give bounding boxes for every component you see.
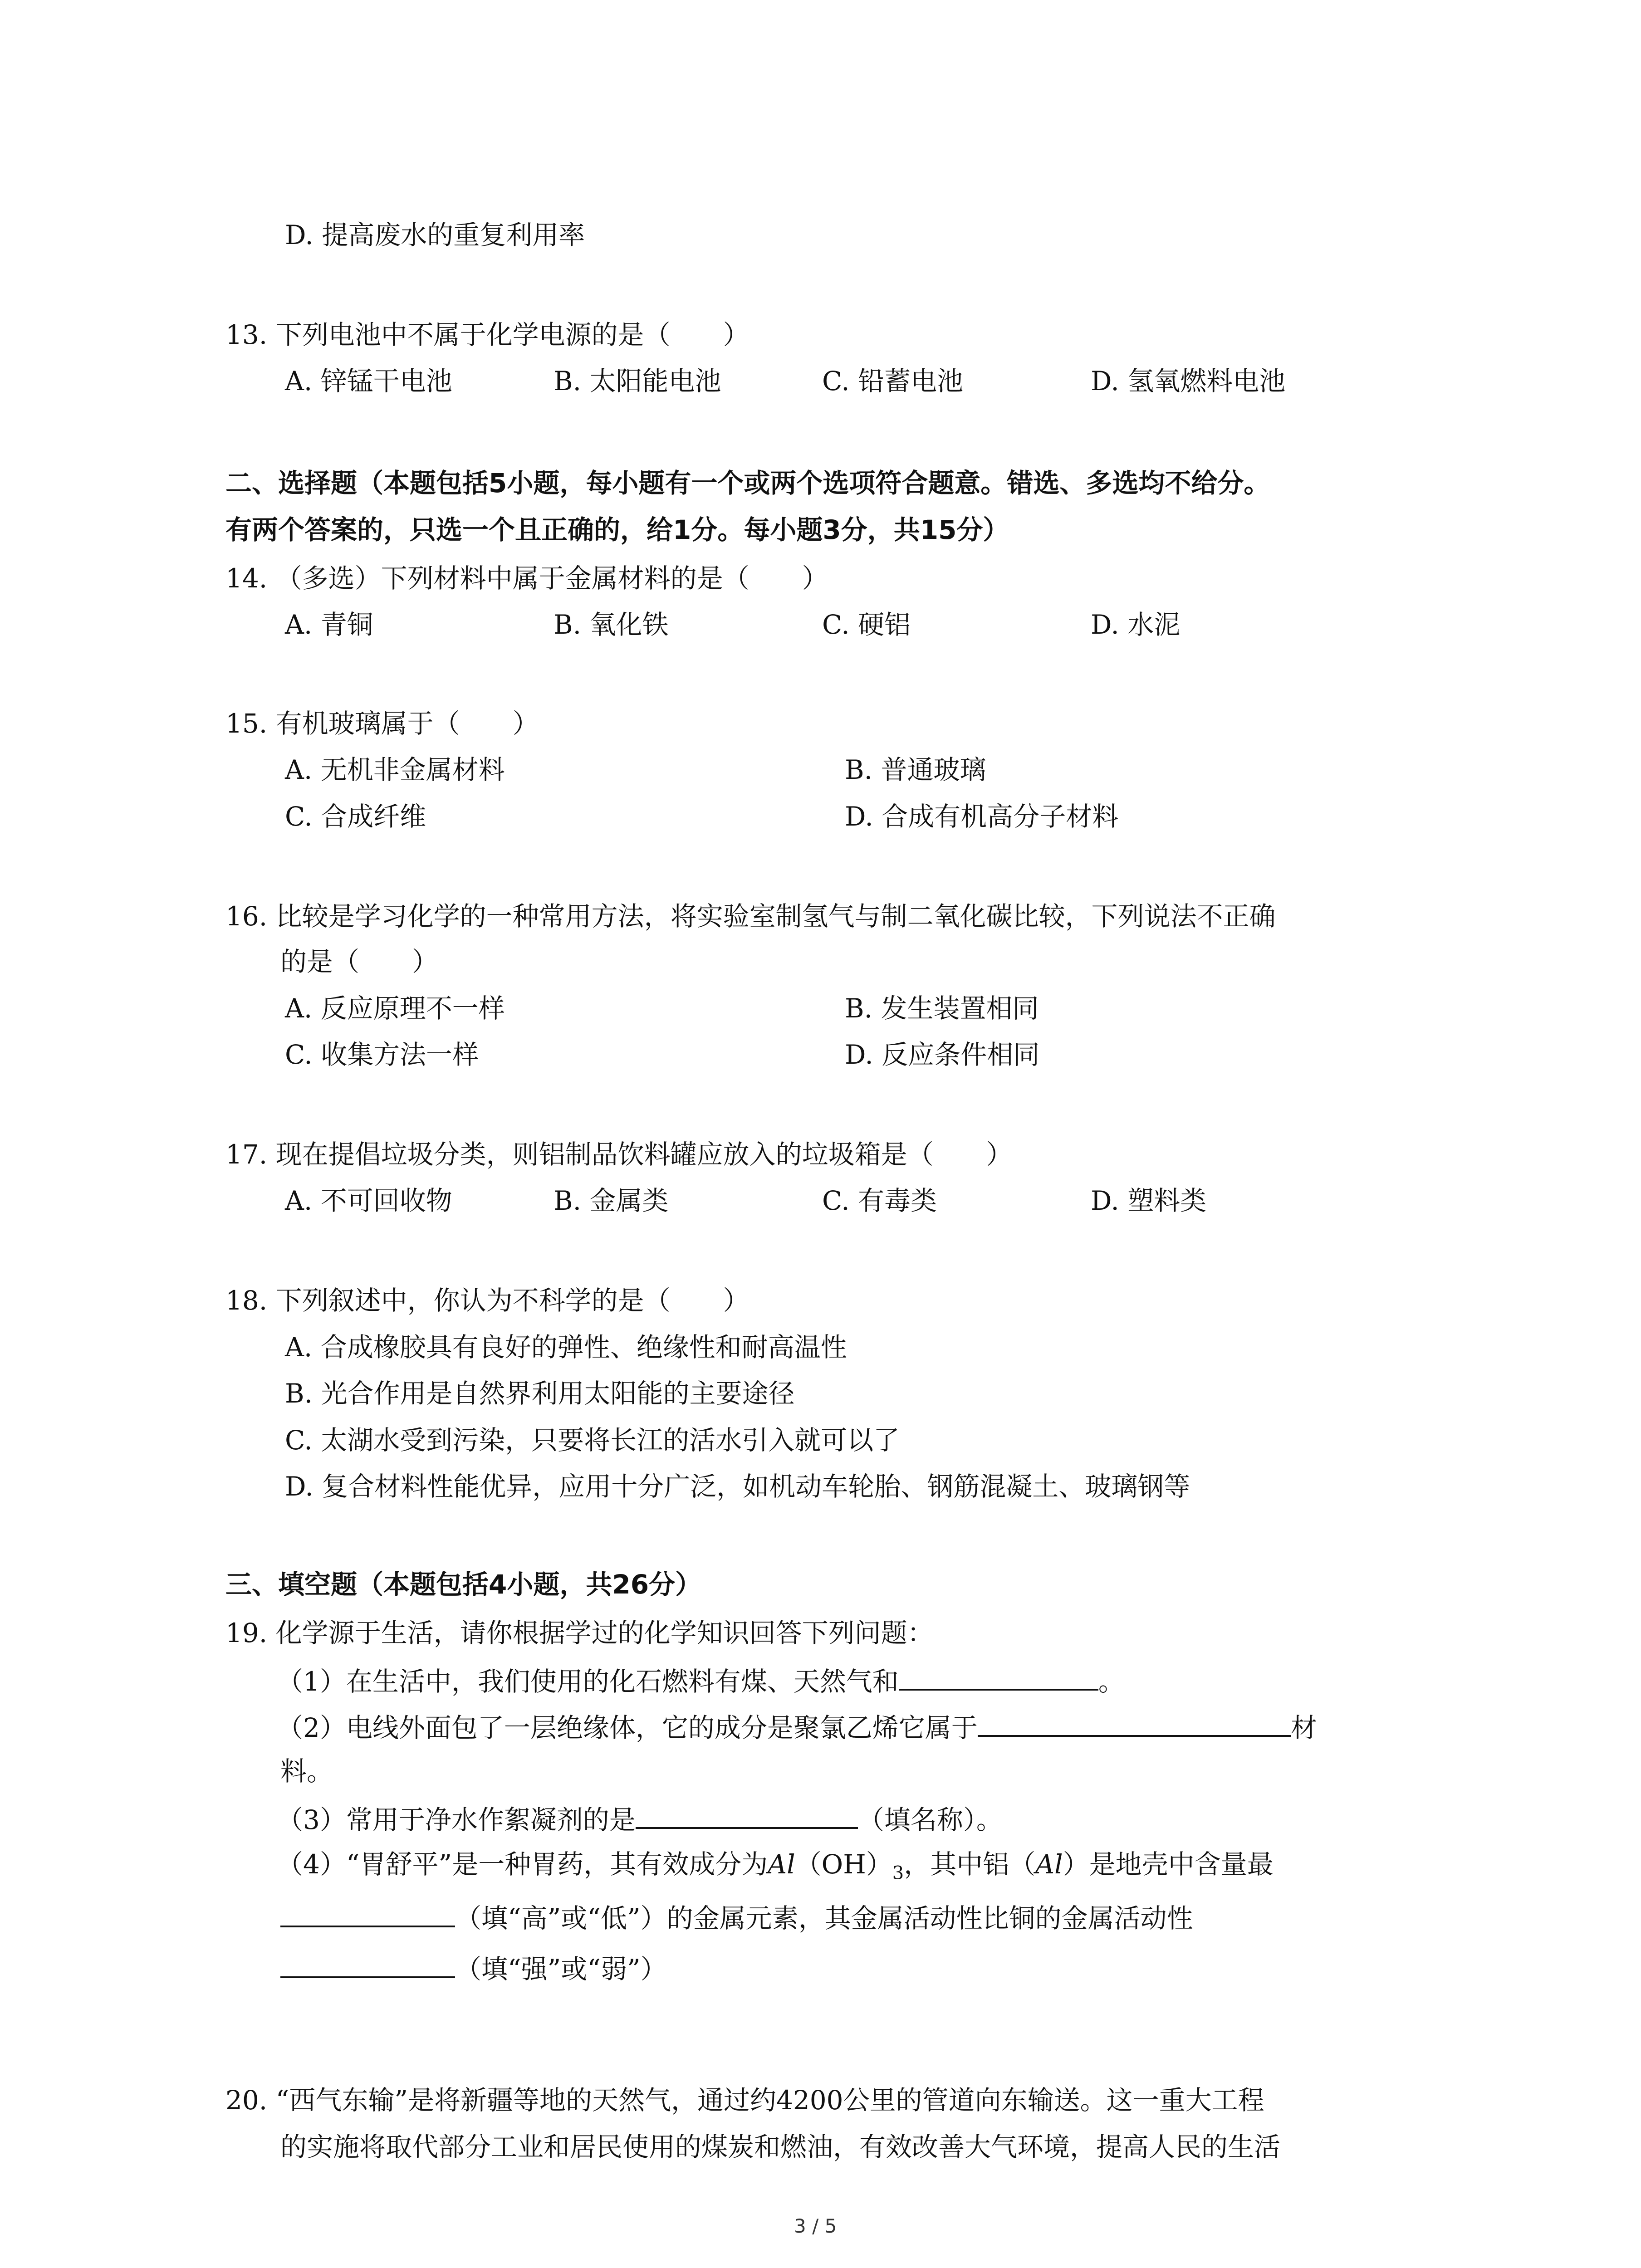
q19-part4-line3-text: （填“强”或“弱”）: [455, 1954, 667, 1984]
q19-part2: [277, 1708, 1317, 1746]
q17-option-b: B. 金属类: [554, 1185, 669, 1216]
q16-stem-line2: 的是（ ）: [280, 946, 439, 977]
section2-heading-line1: 二、选择题（本题包括5小题，每小题有一个或两个选项符合题意。错选、多选均不给分。: [225, 468, 1270, 499]
q14-option-d: D. 水泥: [1091, 609, 1181, 640]
q19-part3: [277, 1800, 1003, 1838]
q15-option-d: D. 合成有机高分子材料: [845, 801, 1119, 832]
q19-part4-blank1[interactable]: [280, 1898, 455, 1927]
q15-option-a: A. 无机非金属材料: [285, 754, 505, 785]
q15-stem: 15. 有机玻璃属于（ ）: [225, 708, 539, 739]
q16-option-b: B. 发生装置相同: [845, 993, 1039, 1024]
q13-option-b: B. 太阳能电池: [554, 366, 721, 396]
q19-part1-blank[interactable]: [899, 1662, 1098, 1691]
q16-option-d: D. 反应条件相同: [845, 1039, 1040, 1070]
q17-option-c: C. 有毒类: [822, 1185, 937, 1216]
q14-stem: 14. （多选）下列材料中属于金属材料的是（ ）: [225, 563, 828, 594]
q19-part2-blank[interactable]: [978, 1708, 1291, 1737]
q19-part4-line3: [280, 1949, 667, 1987]
q18-option-d: D. 复合材料性能优异，应用十分广泛，如机动车轮胎、钢筋混凝土、玻璃钢等: [285, 1471, 1190, 1502]
q18-option-a: A. 合成橡胶具有良好的弹性、绝缘性和耐高温性: [285, 1332, 847, 1363]
q20-line2: 的实施将取代部分工业和居民使用的煤炭和燃油，有效改善大气环境，提高人民的生活: [280, 2131, 1281, 2162]
q13-option-a: A. 锌锰干电池: [285, 366, 452, 396]
q16-option-c: C. 收集方法一样: [285, 1039, 479, 1070]
q19-part2-end: 材: [1290, 1712, 1317, 1743]
q19-part4: [277, 1846, 1274, 1892]
q13-option-c: C. 铅蓄电池: [822, 366, 964, 396]
q19-formula-oh: （OH）: [795, 1849, 892, 1880]
q17-stem: 17. 现在提倡垃圾分类，则铝制品饮料罐应放入的垃圾箱是（ ）: [225, 1139, 1013, 1170]
q19-part2-cont: 料。: [280, 1756, 333, 1787]
q19-part4-line2: [280, 1898, 1193, 1936]
q19-stem: 19. 化学源于生活，请你根据学过的化学知识回答下列问题：: [225, 1618, 934, 1648]
q14-option-a: A. 青铜: [285, 609, 373, 640]
q14-option-b: B. 氧化铁: [554, 609, 669, 640]
q19-part4-line2-text: （填“高”或“低”）的金属元素，其金属活动性比铜的金属活动性: [455, 1903, 1193, 1934]
q13-option-d: D. 氢氧燃料电池: [1091, 366, 1286, 396]
q13-stem: 13. 下列电池中不属于化学电源的是（ ）: [225, 319, 749, 350]
q17-option-d: D. 塑料类: [1091, 1185, 1207, 1216]
q15-option-c: C. 合成纤维: [285, 801, 426, 832]
q19-part4-text-c: ）是地壳中含量最: [1063, 1849, 1274, 1880]
q19-formula-sub: 3: [892, 1862, 904, 1884]
q15-option-b: B. 普通玻璃: [845, 754, 986, 785]
q16-stem-line1: 16. 比较是学习化学的一种常用方法，将实验室制氢气与制二氧化碳比较，下列说法不正确: [225, 901, 1276, 932]
q19-part1-text: （1）在生活中，我们使用的化石燃料有煤、天然气和: [277, 1666, 899, 1697]
q18-stem: 18. 下列叙述中，你认为不科学的是（ ）: [225, 1285, 749, 1316]
q18-option-b: B. 光合作用是自然界利用太阳能的主要途径: [285, 1378, 795, 1409]
q19-part1-end: 。: [1098, 1666, 1125, 1697]
q16-option-a: A. 反应原理不一样: [285, 993, 505, 1024]
q19-part3-text: （3）常用于净水作絮凝剂的是: [277, 1804, 636, 1835]
q14-option-c: C. 硬铝: [822, 609, 911, 640]
q19-part4-text-b: ，其中铝（: [904, 1849, 1036, 1880]
q19-formula-al: Al: [768, 1849, 795, 1880]
q19-part2-text: （2）电线外面包了一层绝缘体，它的成分是聚氯乙烯它属于: [277, 1712, 978, 1743]
page-number: 3 / 5: [794, 2215, 837, 2237]
q17-option-a: A. 不可回收物: [285, 1185, 452, 1216]
q12-option-d: D. 提高废水的重复利用率: [285, 220, 585, 250]
q20-line1: 20. “西气东输”是将新疆等地的天然气，通过约4200公里的管道向东输送。这一重大工程: [225, 2085, 1264, 2116]
q19-part3-blank[interactable]: [636, 1800, 858, 1829]
q18-option-c: C. 太湖水受到污染，只要将长江的活水引入就可以了: [285, 1425, 900, 1456]
q19-part1: [277, 1662, 1125, 1700]
q19-symbol-al: Al: [1035, 1849, 1063, 1880]
q19-part4-text-a: （4）“胃舒平”是一种胃药，其有效成分为: [277, 1849, 768, 1880]
q19-part3-end: （填名称）。: [857, 1804, 1003, 1835]
section3-heading: 三、填空题（本题包括4小题，共26分）: [225, 1569, 702, 1600]
section2-heading-line2: 有两个答案的，只选一个且正确的，给1分。每小题3分，共15分）: [225, 514, 1009, 545]
q19-part4-blank2[interactable]: [280, 1949, 455, 1978]
